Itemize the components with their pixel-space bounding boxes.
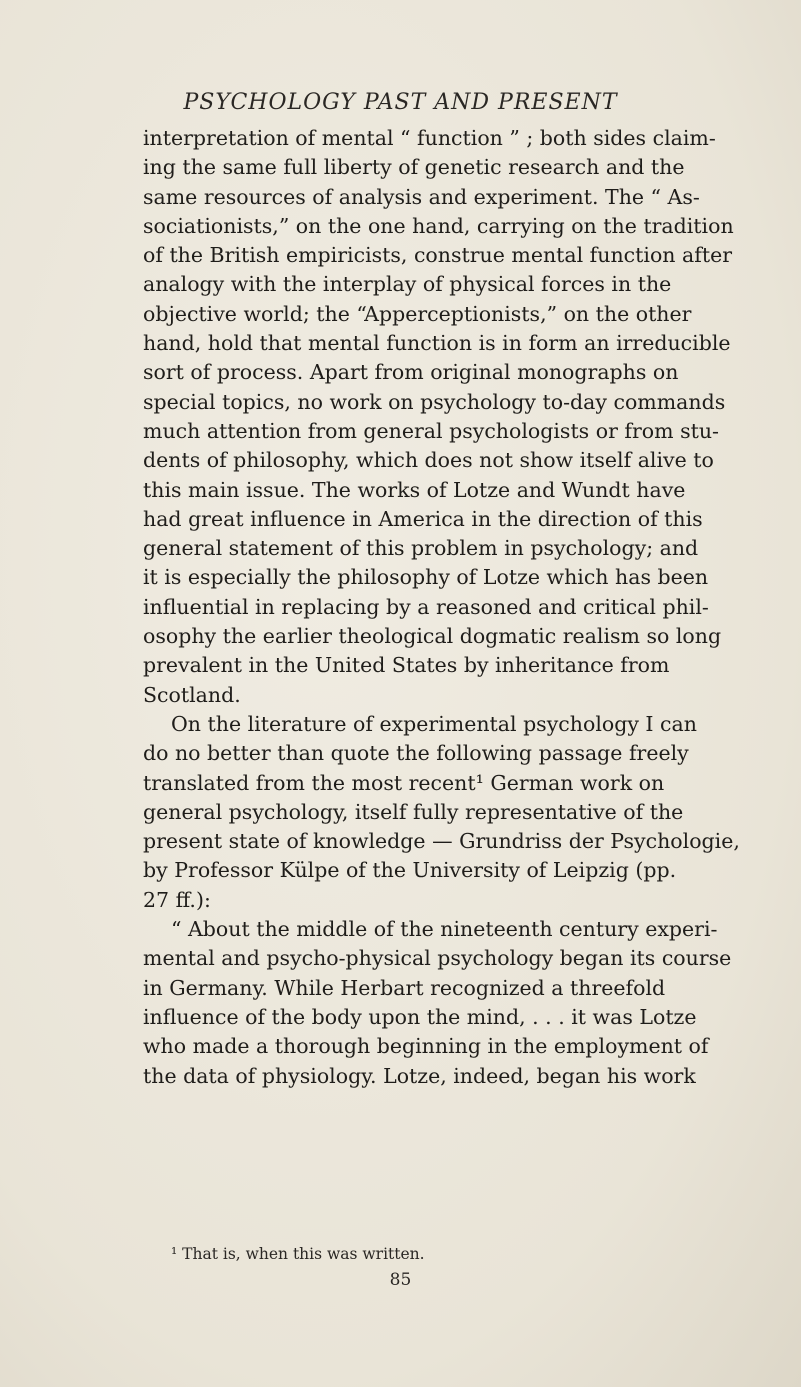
text-line: dents of philosophy, which does not show itself alive to bbox=[143, 448, 714, 473]
text-line: it is especially the philosophy of Lotze which has been bbox=[143, 565, 709, 590]
text-line: osophy the earlier theological dogmatic realism so long bbox=[143, 624, 722, 649]
text-line: interpretation of mental “ function ” ; both sides claim- bbox=[143, 126, 716, 150]
page-number: 85 bbox=[389, 1270, 412, 1290]
text-line: ing the same full liberty of genetic research and the bbox=[143, 155, 685, 180]
text-line: present state of knowledge — Grundriss der Psychologie, bbox=[143, 829, 740, 854]
text-line: objective world; the “Apperceptionists,” on the other bbox=[143, 301, 692, 326]
running-head: PSYCHOLOGY PAST AND PRESENT bbox=[183, 90, 618, 115]
text-line: who made a thorough beginning in the employment of bbox=[143, 1034, 709, 1059]
text-line: Scotland. bbox=[143, 682, 241, 707]
text-line: in Germany. While Herbart recognized a threefold bbox=[143, 975, 666, 1000]
text-line: sociationists,” on the one hand, carrying on the tradition bbox=[143, 213, 734, 238]
text-line: by Professor Külpe of the University of Leipzig (pp. bbox=[143, 858, 677, 883]
text-line: same resources of analysis and experiment. The “ As- bbox=[143, 184, 700, 209]
text-line: influential in replacing by a reasoned and critical phil- bbox=[143, 594, 709, 619]
text-line: prevalent in the United States by inheritance from bbox=[143, 653, 670, 678]
text-line: had great influence in America in the direction of this bbox=[143, 506, 703, 531]
text-line: On the literature of experimental psychology I can bbox=[171, 711, 697, 736]
body-text bbox=[143, 124, 740, 1091]
text-line: “ About the middle of the nineteenth century experi- bbox=[171, 917, 718, 942]
text-line: 27 ff.): bbox=[143, 887, 211, 912]
text-line: general statement of this problem in psychology; and bbox=[143, 536, 699, 561]
text-line: translated from the most recent¹ German work on bbox=[143, 770, 665, 795]
text-line: do no better than quote the following passage freely bbox=[143, 741, 689, 766]
text-line: mental and psycho-physical psychology began its course bbox=[143, 946, 732, 971]
text-line: analogy with the interplay of physical forces in the bbox=[143, 272, 672, 297]
text-line: sort of process. Apart from original monographs on bbox=[143, 360, 679, 385]
text-line: of the British empiricists, construe mental function after bbox=[143, 243, 732, 268]
text-line: this main issue. The works of Lotze and Wundt have bbox=[143, 477, 686, 502]
text-line: much attention from general psychologists or from stu- bbox=[143, 418, 719, 443]
text-line: general psychology, itself fully representative of the bbox=[143, 799, 684, 824]
text-line: the data of physiology. Lotze, indeed, began his work bbox=[143, 1063, 696, 1088]
footnote: ¹ That is, when this was written. bbox=[171, 1245, 425, 1263]
text-line: special topics, no work on psychology to-day commands bbox=[143, 389, 726, 414]
text-line: influence of the body upon the mind, . . . it was Lotze bbox=[143, 1004, 697, 1029]
text-line: hand, hold that mental function is in form an irreducible bbox=[143, 331, 731, 356]
